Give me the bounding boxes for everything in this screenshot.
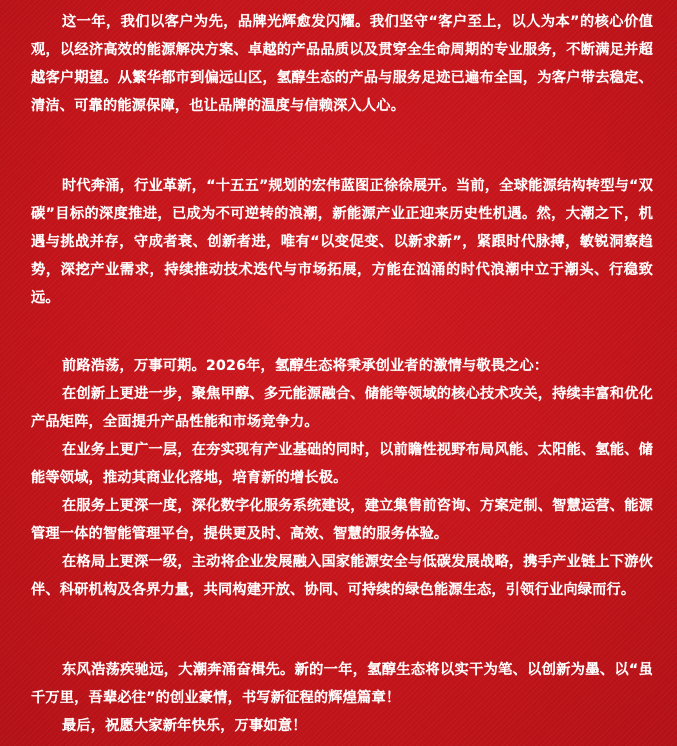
paragraph-innovation: 在创新上更进一步，聚焦甲醇、多元能源融合、储能等领域的核心技术攻关，持续丰富和优化产品矩阵，全面提升产品性能和市场竞争力。 [31,386,653,430]
paragraph-industry-change: 时代奔涌，行业革新，“十五五”规划的宏伟蓝图正徐徐展开。当前，全球能源结构转型与“双碳”目标的深度推进，已成为不可逆转的浪潮，新能源产业正迎来历史性机遇。然，大潮之下，机遇与挑战并存，守成者衰、创新者进，唯有“以变促变、以新求新”，紧跟时代脉搏，敏锐洞察趋势，深挖产业需求，持续推动技术迭代与市场拓展，方能在汹涌的时代浪潮中立于潮头、行稳致远。 [31,178,653,306]
paragraph-future-intro: 前路浩荡，万事可期。2026年，氢醇生态将秉承创业者的激情与敬畏之心： [62,358,549,374]
paragraph-business: 在业务上更广一层，在夯实现有产业基础的同时，以前瞻性视野布局风能、太阳能、氢能、储能等领域，推动其商业化落地，培育新的增长极。 [31,442,653,486]
paragraph-new-journey: 东风浩荡疾驰远，大潮奔涌奋楫先。新的一年，氢醇生态将以实干为笔、以创新为墨、以“虽千万里，吾辈必往”的创业豪情，书写新征程的辉煌篇章！ [31,662,653,706]
section-divider [31,120,653,172]
paragraph-service: 在服务上更深一度，深化数字化服务系统建设，建立集售前咨询、方案定制、智慧运营、能源管理一体的智能管理平台，提供更及时、高效、智慧的服务体验。 [31,498,653,542]
paragraph-customer-first: 这一年，我们以客户为先，品牌光辉愈发闪耀。我们坚守“客户至上，以人为本”的核心价值观，以经济高效的能源解决方案、卓越的产品品质以及贯穿全生命周期的专业服务，不断满足并超越客户期望。从繁华都市到偏远山区，氢醇生态的产品与服务足迹已遍布全国，为客户带去稳定、清洁、可靠的能源保障，也让品牌的温度与信赖深入人心。 [31,14,653,114]
paragraph-new-year-wishes: 最后，祝愿大家新年快乐，万事如意！ [62,718,307,734]
section-divider [31,604,653,656]
section-divider [31,312,653,352]
paragraph-vision: 在格局上更深一级，主动将企业发展融入国家能源安全与低碳发展战略，携手产业链上下游伙伴、科研机构及各界力量，共同构建开放、协同、可持续的绿色能源生态，引领行业向绿而行。 [31,554,653,598]
